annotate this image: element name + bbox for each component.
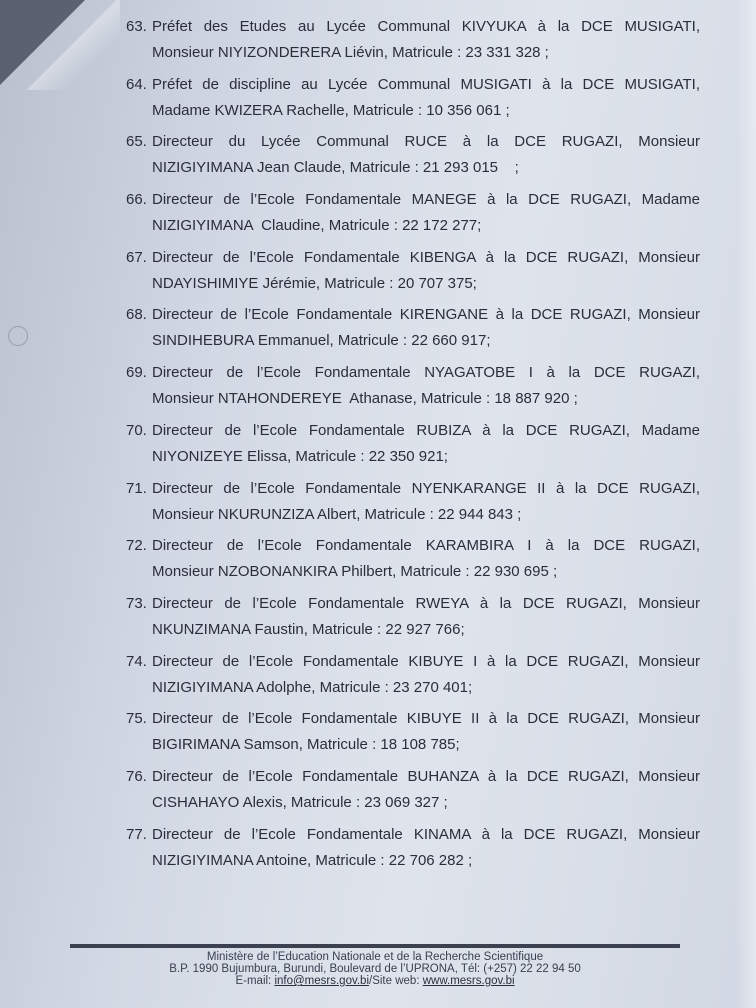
item-number: 73.: [126, 594, 147, 612]
item-line-1: Directeur de l’Ecole Fondamentale RUBIZA à la DCE RUGAZI, Madame: [152, 421, 700, 439]
item-number: 66.: [126, 191, 147, 209]
list-item: [126, 537, 700, 595]
item-number: 76.: [126, 767, 147, 785]
page-footer: [70, 944, 680, 987]
list-item: [126, 653, 700, 711]
item-number: 65.: [126, 133, 147, 151]
item-line-2: SINDIHEBURA Emmanuel, Matricule : 22 660 917;: [152, 332, 491, 350]
email-label: E-mail:: [235, 975, 275, 987]
list-item: [126, 364, 700, 422]
list-item: [126, 249, 700, 307]
item-number: 63.: [126, 18, 147, 35]
item-line-1: Directeur de l’Ecole Fondamentale RWEYA à la DCE RUGAZI, Monsieur: [152, 594, 700, 612]
item-line-2: Monsieur NZOBONANKIRA Philbert, Matricule : 22 930 695 ;: [152, 563, 558, 581]
list-item: [126, 76, 700, 134]
item-number: 70.: [126, 421, 147, 439]
list-item: [126, 826, 700, 884]
item-line-2: NDAYISHIMIYE Jérémie, Matricule : 20 707 375;: [152, 274, 477, 292]
item-line-1: Directeur de l’Ecole Fondamentale KIRENGANE à la DCE RUGAZI, Monsieur: [152, 306, 700, 324]
footer-address: B.P. 1990 Bujumbura, Burundi, Boulevard de l’UPRONA, Tél: (+257) 22 22 94 50: [169, 963, 581, 975]
list-item: [126, 306, 700, 364]
item-line-2: CISHAHAYO Alexis, Matricule : 23 069 327 ;: [152, 793, 448, 811]
email-link[interactable]: info@mesrs.gov.bi: [274, 975, 370, 987]
item-line-1: Préfet des Etudes au Lycée Communal KIVYUKA à la DCE MUSIGATI,: [152, 18, 700, 35]
corner-shadow: [0, 0, 120, 90]
list-item: [126, 480, 700, 538]
item-line-2: NIZIGIYIMANA Antoine, Matricule : 22 706 282 ;: [152, 851, 473, 869]
list-item: [126, 710, 700, 768]
site-label: /Site web:: [369, 975, 423, 987]
item-line-2: NIZIGIYIMANA Claudine, Matricule : 22 172 277;: [152, 217, 482, 235]
item-line-2: Monsieur NKURUNZIZA Albert, Matricule : 22 944 843 ;: [152, 505, 522, 523]
item-number: 72.: [126, 537, 147, 555]
item-line-2: Monsieur NTAHONDEREYE Athanase, Matricule : 18 887 920 ;: [152, 390, 578, 408]
appointment-list: [126, 18, 700, 883]
footer-contact: [70, 975, 680, 987]
footer-ministry: Ministère de l’Education Nationale et de la Recherche Scientifique: [206, 951, 544, 963]
item-number: 74.: [126, 652, 147, 670]
item-line-1: Directeur de l’Ecole Fondamentale NYAGATOBE I à la DCE RUGAZI,: [152, 364, 700, 382]
item-number: 67.: [126, 248, 147, 266]
item-line-1: Directeur de l’Ecole Fondamentale NYENKARANGE II à la DCE RUGAZI,: [152, 479, 700, 497]
footer-rule: [70, 944, 680, 948]
item-number: 69.: [126, 364, 147, 382]
item-line-1: Préfet de discipline au Lycée Communal MUSIGATI à la DCE MUSIGATI,: [152, 75, 700, 93]
list-item: [126, 595, 700, 653]
item-line-2: NIZIGIYIMANA Jean Claude, Matricule : 21 293 015 ;: [152, 159, 519, 177]
item-line-2: NIYONIZEYE Elissa, Matricule : 22 350 921;: [152, 447, 448, 465]
item-line-1: Directeur de l’Ecole Fondamentale KINAMA à la DCE RUGAZI, Monsieur: [152, 825, 700, 843]
list-item: [126, 18, 700, 76]
list-item: [126, 191, 700, 249]
item-line-1: Directeur de l’Ecole Fondamentale KIBUYE I à la DCE RUGAZI, Monsieur: [152, 652, 700, 670]
item-line-1: Directeur de l’Ecole Fondamentale KIBUYE II à la DCE RUGAZI, Monsieur: [152, 710, 700, 728]
list-item: [126, 768, 700, 826]
item-line-1: Directeur du Lycée Communal RUCE à la DCE RUGAZI, Monsieur: [152, 133, 700, 151]
item-line-1: Directeur de l’Ecole Fondamentale KIBENGA à la DCE RUGAZI, Monsieur: [152, 248, 700, 266]
item-number: 75.: [126, 710, 147, 728]
item-line-2: Monsieur NIYIZONDERERA Liévin, Matricule : 23 331 328 ;: [152, 44, 549, 61]
item-line-2: NIZIGIYIMANA Adolphe, Matricule : 23 270 401;: [152, 678, 473, 696]
item-line-1: Directeur de l’Ecole Fondamentale MANEGE à la DCE RUGAZI, Madame: [152, 191, 700, 209]
page-edge-highlight: [736, 0, 756, 1008]
item-number: 77.: [126, 825, 147, 843]
item-number: 68.: [126, 306, 147, 324]
item-line-2: NKUNZIMANA Faustin, Matricule : 22 927 766;: [152, 620, 465, 638]
item-line-2: BIGIRIMANA Samson, Matricule : 18 108 785;: [152, 736, 460, 754]
list-item: [126, 133, 700, 191]
item-line-1: Directeur de l’Ecole Fondamentale BUHANZA à la DCE RUGAZI, Monsieur: [152, 767, 700, 785]
item-line-1: Directeur de l’Ecole Fondamentale KARAMBIRA I à la DCE RUGAZI,: [152, 537, 700, 555]
item-number: 64.: [126, 75, 147, 93]
item-number: 71.: [126, 479, 147, 497]
website-link[interactable]: www.mesrs.gov.bi: [422, 975, 515, 987]
list-item: [126, 422, 700, 480]
punch-hole: [8, 326, 28, 346]
item-line-2: Madame KWIZERA Rachelle, Matricule : 10 356 061 ;: [152, 101, 510, 119]
